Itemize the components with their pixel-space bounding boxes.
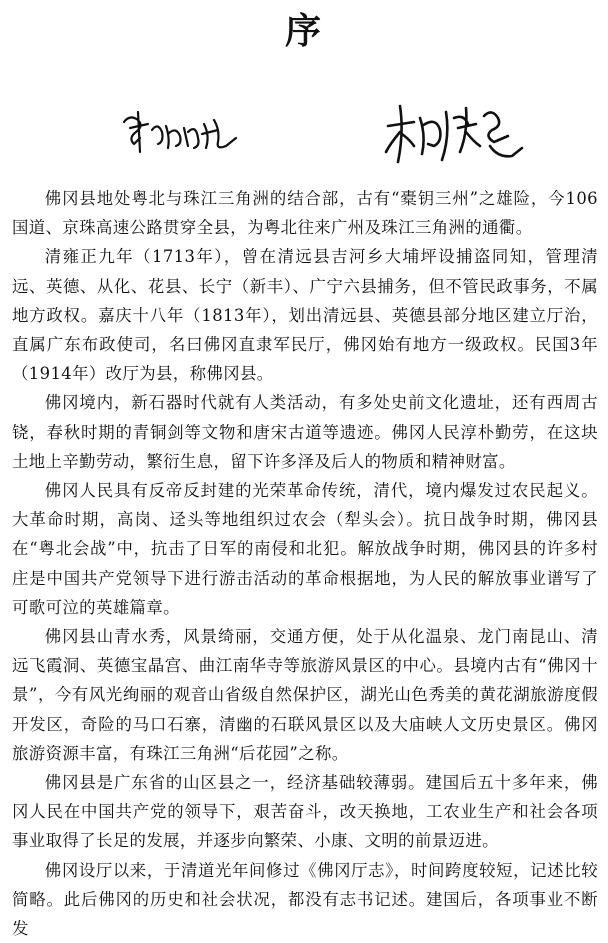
preface-body: [12, 184, 598, 943]
paragraph-3: 佛冈境内，新石器时代就有人类活动，有多处史前文化遗址，还有西周古铙，春秋时期的青铜剑等文物和唐宋古道等遗迹。佛冈人民淳朴勤劳，在这块土地上辛勤劳动，繁衍生息，留下许多泽及后人的物质和精神财富。: [12, 393, 598, 471]
signatures: [0, 96, 608, 176]
signature-1-image: [118, 108, 248, 158]
paragraph-4: 佛冈人民具有反帝反封建的光荣革命传统，清代，境内爆发过农民起义。大革命时期，高岗、迳头等地组织过农会（犁头会）。抗日战争时期，佛冈县在“粤北会战”中，抗击了日军的南侵和北犯。解放战争时期，佛冈县的许多村庄是中国共产党领导下进行游击活动的革命根据地，为人民的解放事业谱写了可歌可泣的英雄篇章。: [12, 481, 598, 617]
signature-2-image: [380, 96, 530, 172]
paragraph-1: 佛冈县地处粤北与珠江三角洲的结合部，古有“橐钥三州”之雄险，今106国道、京珠高速公路贯穿全县，为粤北往来广州及珠江三角洲的通衢。: [12, 189, 598, 238]
page-title: 序: [284, 11, 323, 52]
paragraph-7: 佛冈设厅以来，于清道光年间修过《佛冈厅志》，时间跨度较短，记述比较简略。此后佛冈的历史和社会状况，都没有志书记述。建国后，各项事业不断发: [12, 860, 598, 939]
paragraph-6: 佛冈县是广东省的山区县之一，经济基础较薄弱。建国后五十多年来，佛冈人民在中国共产党的领导下，艰苦奋斗，改天换地，工农业生产和社会各项事业取得了长足的发展，并逐步向繁荣、小康、文明的前景迈进。: [12, 773, 598, 851]
paragraph-2: 清雍正九年（1713年），曾在清远县吉河乡大埔坪设捕盗同知，管理清远、英德、从化、花县、长宁（新丰）、广宁六县捕务，但不管民政事务，不属地方政权。嘉庆十八年（1813年），划出清远县、英德县部分地区建立厅治，直属广东布政使司，名曰佛冈直隶军民厅，佛冈始有地方一级政权。民国3年（1914年）改厅为县，称佛冈县。: [12, 247, 598, 384]
paragraph-5: 佛冈县山青水秀，风景绮丽，交通方便，处于从化温泉、龙门南昆山、清远飞霞洞、英德宝晶宫、曲江南华寺等旅游风景区的中心。县境内古有“佛冈十景”，今有风光绚丽的观音山省级自然保护区，湖光山色秀美的黄花湖旅游度假开发区，奇险的马口石寨，清幽的石联风景区以及大庙峡人文历史景区。佛冈旅游资源丰富，有珠江三角洲“后花园”之称。: [12, 627, 598, 763]
